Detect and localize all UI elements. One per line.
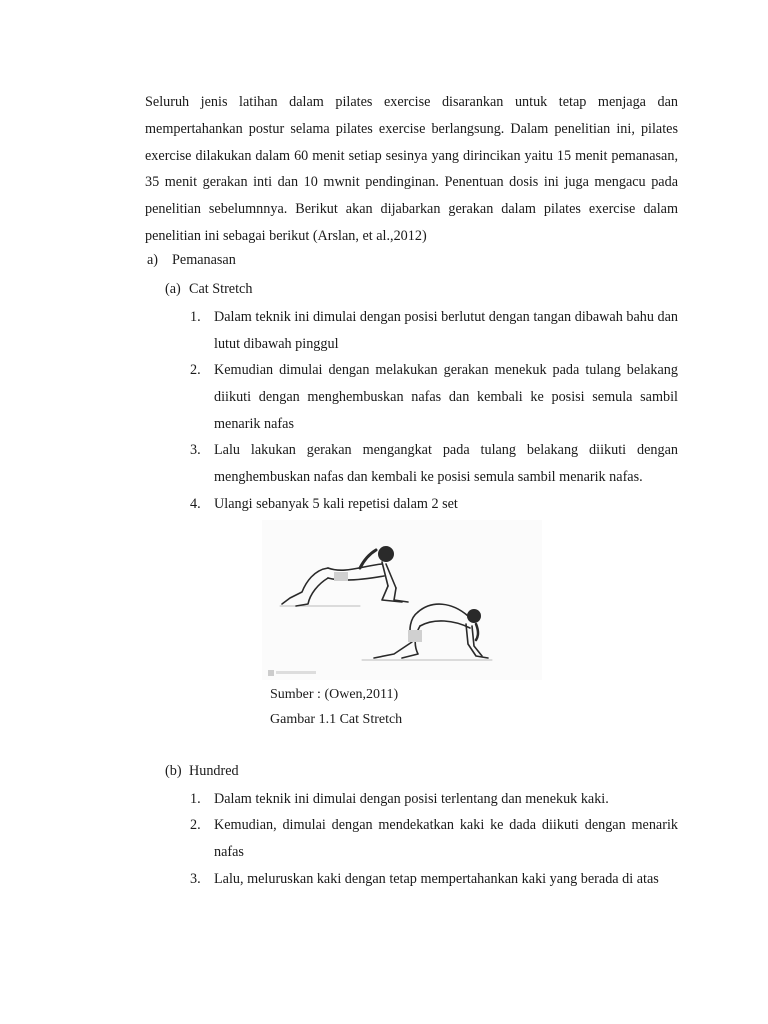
step-text: Dalam teknik ini dimulai dengan posisi terlentang dan menekuk kaki. (214, 791, 609, 807)
step-number: 1. (190, 309, 201, 325)
step-number: 3. (190, 442, 201, 458)
step-text: Lalu lakukan gerakan mengangkat pada tulang belakang diikuti dengan menghembuskan nafas dan kembali ke posisi semula sambil menarik nafas. (214, 442, 678, 485)
hundred-title: Hundred (189, 763, 239, 779)
cat-stretch-step-4 (190, 491, 678, 518)
step-text: Dalam teknik ini dimulai dengan posisi berlutut dengan tangan dibawah bahu dan lutut dibawah pinggul (214, 309, 678, 352)
step-number: 2. (190, 817, 201, 833)
hundred-step-1 (190, 786, 678, 813)
section-a-title: Pemanasan (172, 252, 236, 268)
step-text: Ulangi sebanyak 5 kali repetisi dalam 2 set (214, 496, 458, 512)
step-text: Kemudian dimulai dengan melakukan gerakan menekuk pada tulang belakang diikuti dengan menghembuskan nafas dan kembali ke posisi semula sambil menarik nafas (214, 362, 678, 432)
step-text: Kemudian, dimulai dengan mendekatkan kaki ke dada diikuti dengan menarik nafas (214, 817, 678, 860)
step-number: 4. (190, 496, 201, 512)
hundred-marker: (b) (165, 763, 182, 779)
cat-stretch-step-3 (190, 437, 678, 491)
cat-stretch-step-1 (190, 304, 678, 358)
cat-stretch-step-2 (190, 357, 678, 437)
hundred-step-3 (190, 866, 678, 893)
hundred-step-2 (190, 812, 678, 866)
figure-source: Sumber : (Owen,2011) (270, 687, 399, 702)
intro-paragraph: Seluruh jenis latihan dalam pilates exercise disarankan untuk tetap menjaga dan mempertahankan postur selama pilates exercise berlangsung. Dalam penelitian ini, pilates exercise dilakukan dalam 60 menit setiap sesinya yang dirincikan yaitu 15 menit pemanasan, 35 menit gerakan inti dan 10 mwnit pendinginan. Penentuan dosis ini juga mengacu pada penelitian sebelumnnya. Berikut akan dijabarkan gerakan dalam pilates exercise dalam penelitian ini sebagai berikut (Arslan, et al.,2012) (145, 94, 678, 244)
figure-caption: Gambar 1.1 Cat Stretch (270, 712, 403, 727)
step-text: Lalu, meluruskan kaki dengan tetap mempertahankan kaki yang berada di atas (214, 871, 659, 887)
cat-stretch-marker: (a) (165, 281, 181, 297)
cat-stretch-title: Cat Stretch (189, 281, 253, 297)
cat-stretch-illustration (262, 520, 542, 680)
section-a-marker: a) (147, 252, 159, 268)
step-number: 2. (190, 362, 201, 378)
step-number: 1. (190, 791, 201, 807)
step-number: 3. (190, 871, 201, 887)
